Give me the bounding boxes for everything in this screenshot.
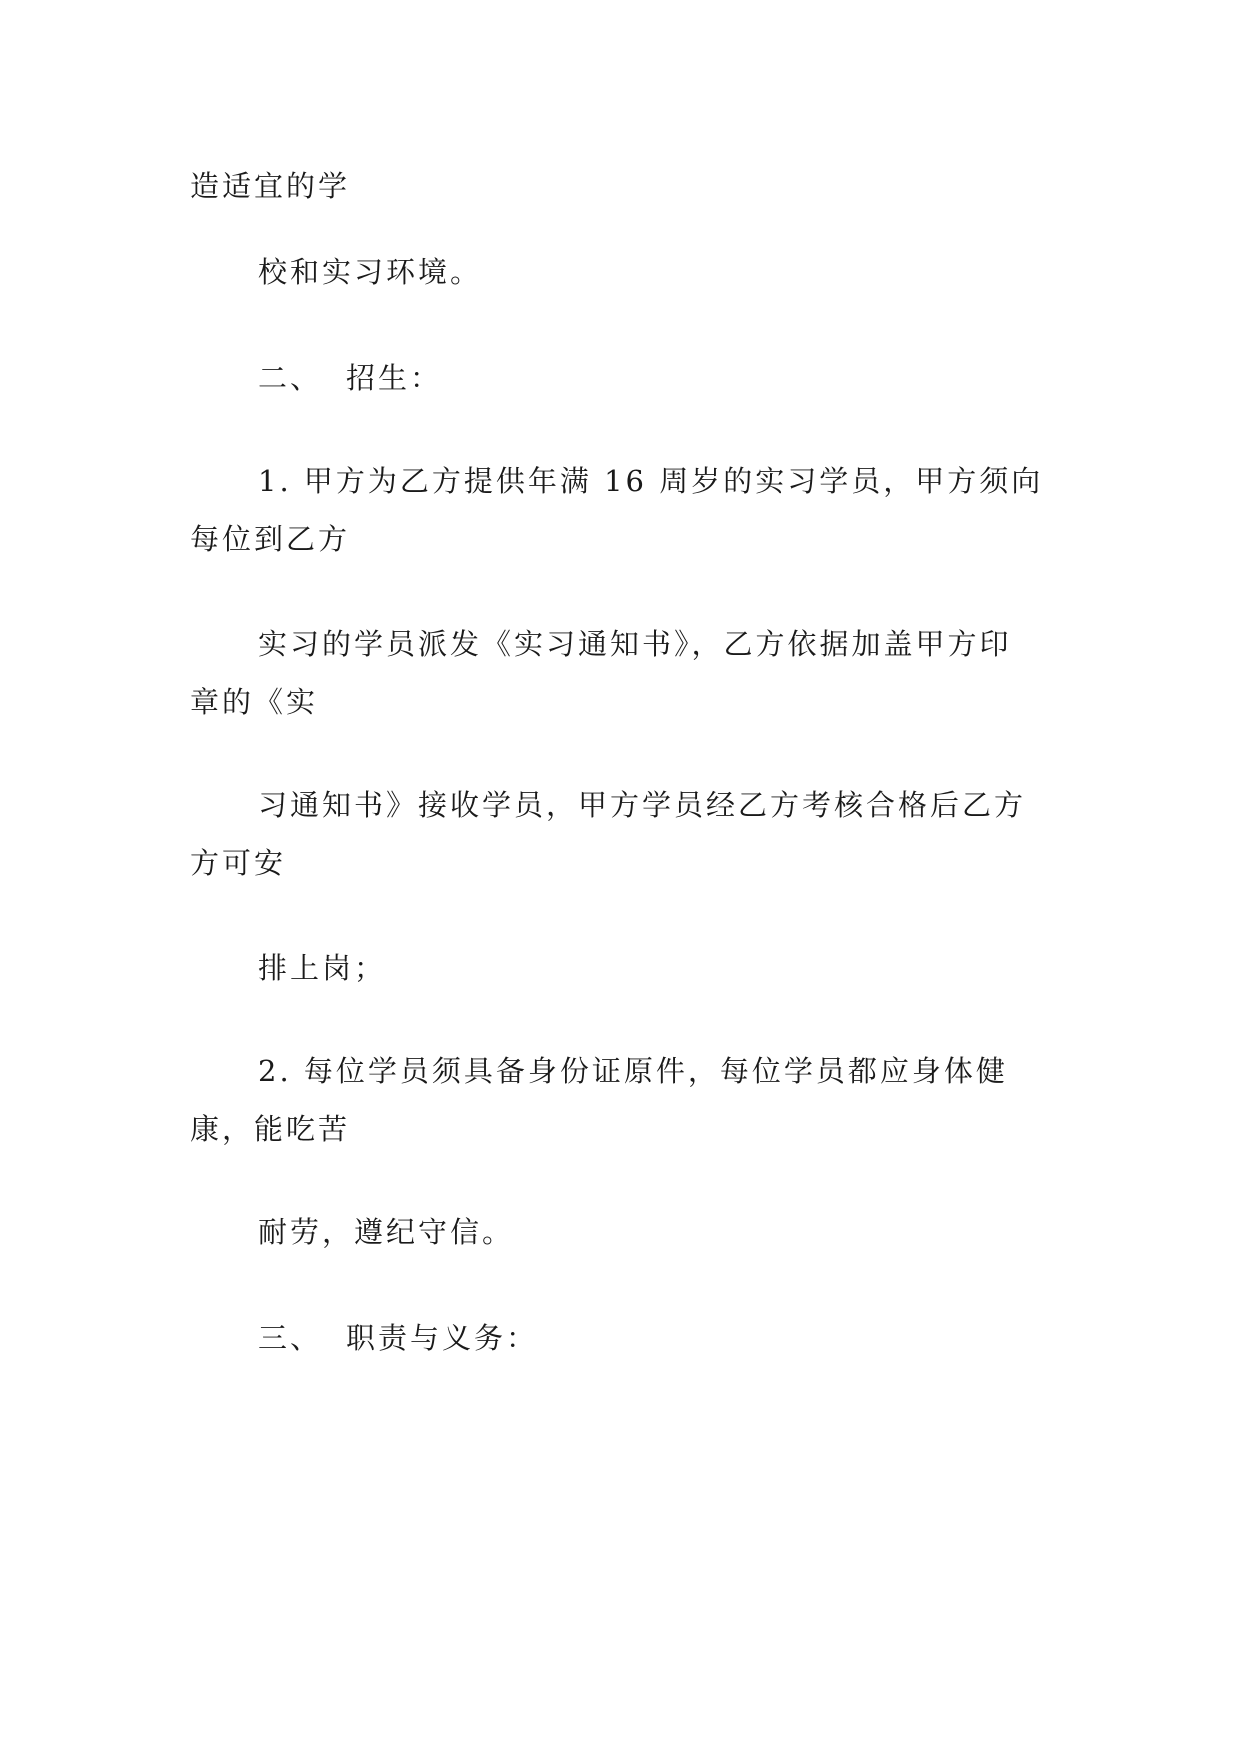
text-line: 1. 甲方为乙方提供年满 16 周岁的实习学员，甲方须向 [258,464,1044,498]
text-line: 排上岗； [258,951,387,985]
text-line: 方可安 [190,846,287,880]
text-line: 每位到乙方 [190,522,351,556]
section-heading-recruitment [258,358,442,398]
text-line: 习通知书》接收学员，甲方学员经乙方考核合格后乙方 [258,788,1027,822]
section-heading-duties [258,1318,538,1358]
text-line: 校和实习环境。 [258,255,483,289]
text-line: 造适宜的学 [190,169,351,203]
text-line: 康，能吃苦 [190,1112,351,1146]
section-number: 三、 [258,1321,323,1355]
section-title: 招生： [346,361,443,395]
text-line: 耐劳，遵纪守信。 [258,1215,515,1249]
section-title: 职责与义务： [346,1321,539,1355]
section-number: 二、 [258,361,323,395]
text-line: 2. 每位学员须具备身份证原件，每位学员都应身体健 [258,1054,1008,1088]
text-line: 实习的学员派发《实习通知书》，乙方依据加盖甲方印 [258,627,1012,661]
text-line: 章的《实 [190,685,319,719]
